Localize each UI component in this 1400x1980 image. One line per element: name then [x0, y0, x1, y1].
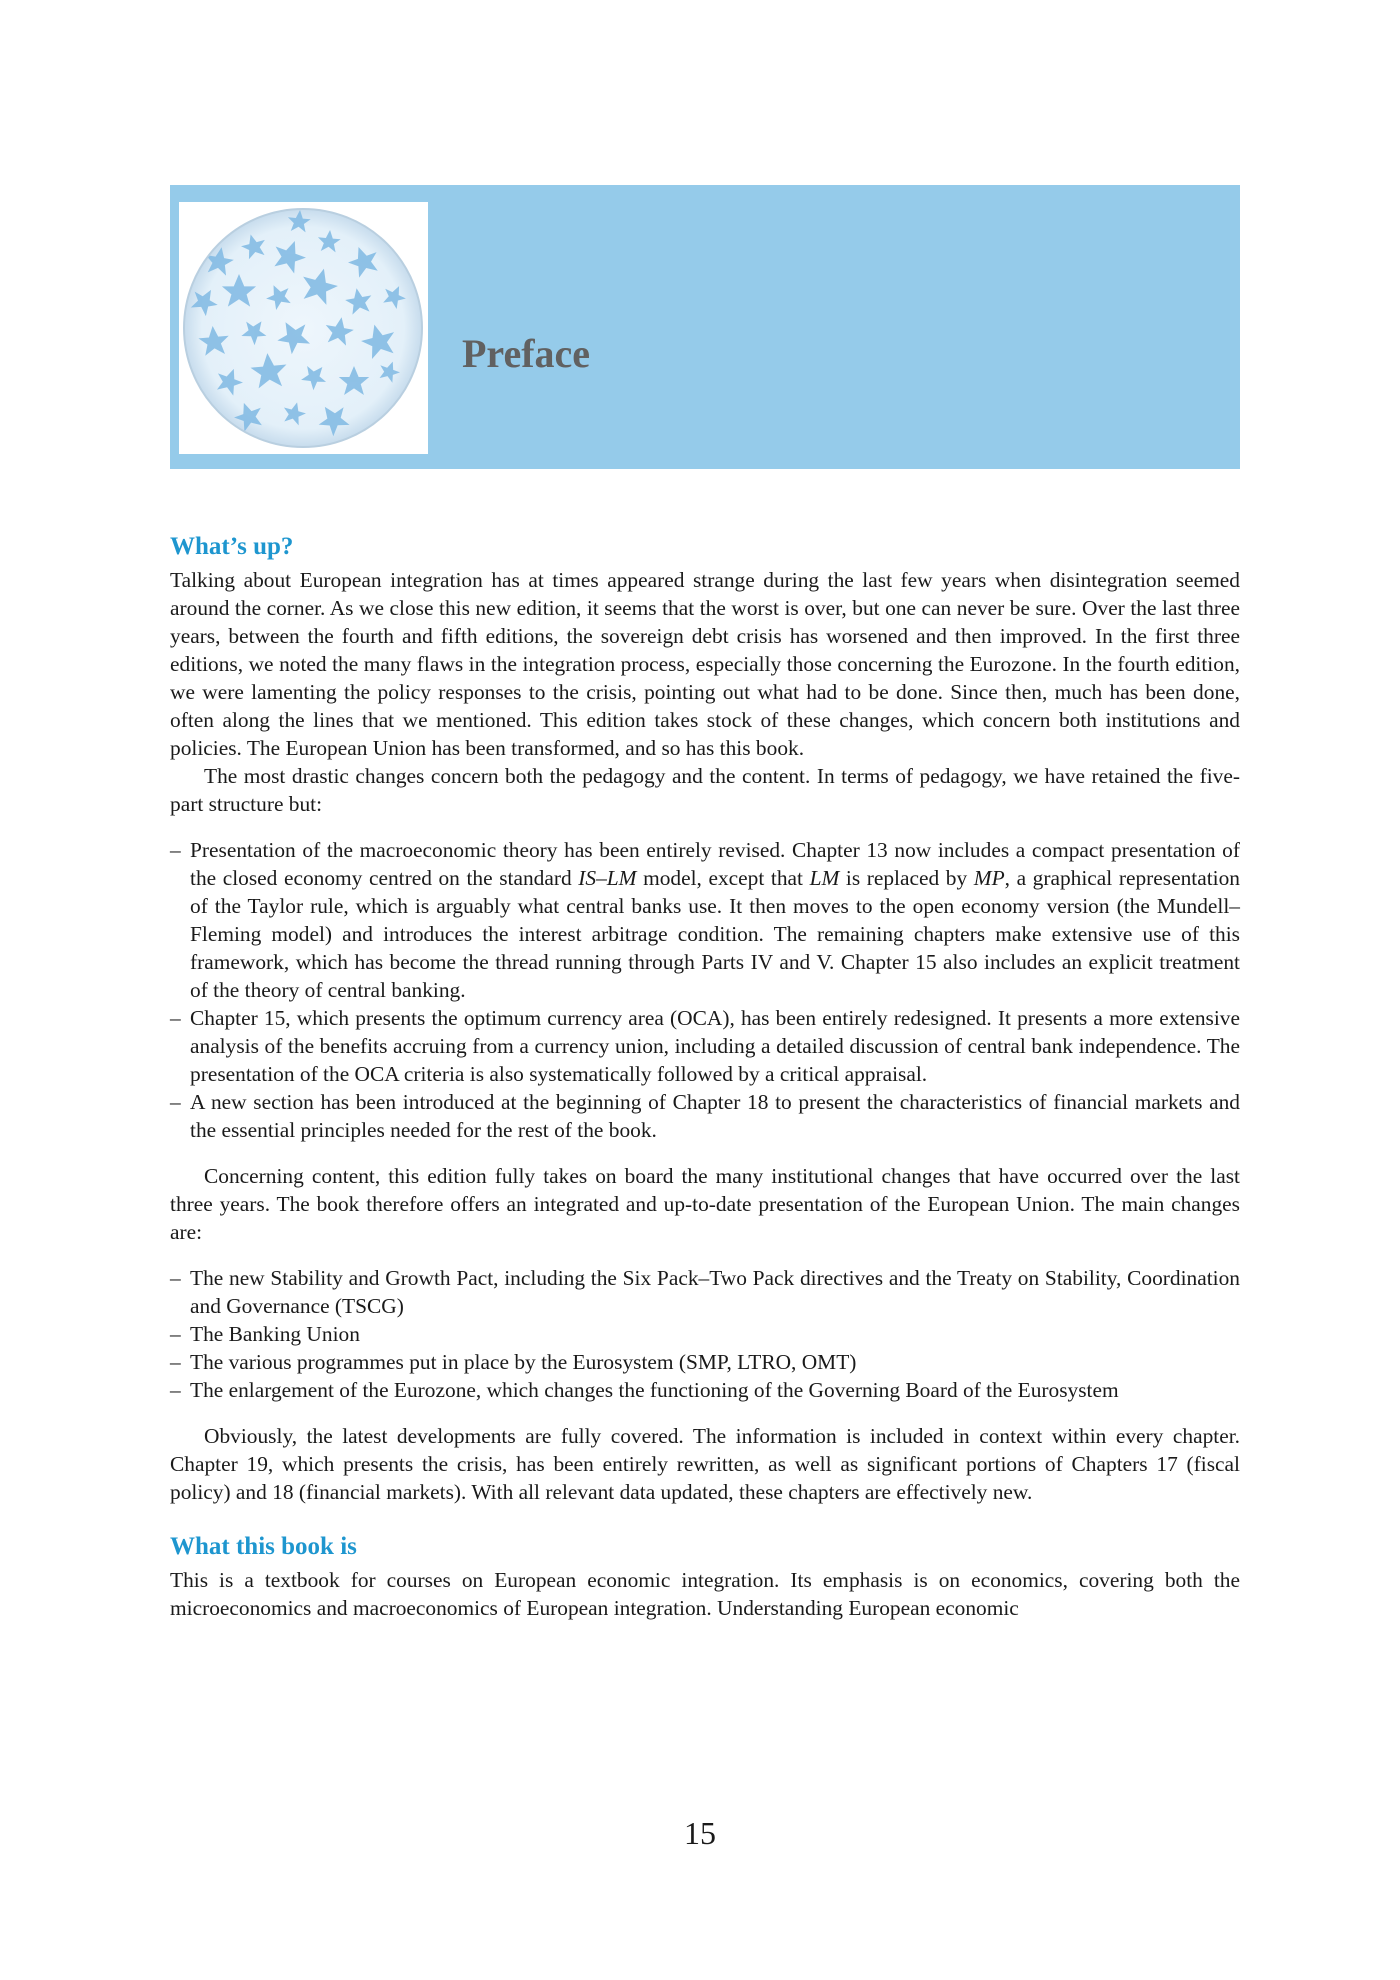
list-item: – A new section has been introduced at the beginning of Chapter 18 to present the characteristics of financial markets and the essential principles needed for the rest of the book. [170, 1088, 1240, 1144]
list-item: – The Banking Union [170, 1320, 1240, 1348]
stars-circle-icon [179, 202, 428, 454]
page-content [170, 530, 1240, 1622]
list-item: – Presentation of the macroeconomic theory has been entirely revised. Chapter 13 now includes a compact presentation of the closed economy centred on the standard IS–LM model, except that LM is replaced by MP, a graphical representation of the Taylor rule, which is arguably what central banks use. It then moves to the open economy version (the Mundell–Fleming model) and introduces the interest arbitrage condition. The remaining chapters make extensive use of this framework, which has become the thread running through Parts IV and V. Chapter 15 also includes an explicit treatment of the theory of central banking. [170, 836, 1240, 1004]
paragraph: Talking about European integration has at times appeared strange during the last few years when disintegration seemed around the corner. As we close this new edition, it seems that the worst is over, but one can never be sure. Over the last three years, between the fourth and fifth editions, the sovereign debt crisis has worsened and then improved. In the first three editions, we noted the many flaws in the integration process, especially those concerning the Eurozone. In the fourth edition, we were lamenting the policy responses to the crisis, pointing out what had to be done. Since then, much has been done, often along the lines that we mentioned. This edition takes stock of these changes, which concern both institutions and policies. The European Union has been transformed, and so has this book. [170, 568, 1240, 760]
paragraph: The most drastic changes concern both the pedagogy and the content. In terms of pedagogy, we have retained the five-part structure but: [170, 764, 1240, 816]
banner-image [179, 202, 428, 454]
list-item: – The various programmes put in place by the Eurosystem (SMP, LTRO, OMT) [170, 1348, 1240, 1376]
section-heading-what-this-book-is: What this book is [170, 1533, 357, 1560]
content-changes-list [170, 1264, 1240, 1404]
page-number: 15 [684, 1815, 716, 1851]
chapter-banner [170, 185, 1240, 469]
pedagogy-changes-list [170, 836, 1240, 1144]
paragraph: Concerning content, this edition fully takes on board the many institutional changes that have occurred over the last three years. The book therefore offers an integrated and up-to-date presentation of the European Union. The main changes are: [170, 1164, 1240, 1244]
chapter-title: Preface [462, 331, 591, 376]
paragraph: This is a textbook for courses on European economic integration. Its emphasis is on economics, covering both the microeconomics and macroeconomics of European integration. Understanding European economic [170, 1568, 1240, 1620]
list-item: – The enlargement of the Eurozone, which changes the functioning of the Governing Board of the Eurosystem [170, 1376, 1240, 1404]
list-item: – Chapter 15, which presents the optimum currency area (OCA), has been entirely redesigned. It presents a more extensive analysis of the benefits accruing from a currency union, including a detailed discussion of central bank independence. The presentation of the OCA criteria is also systematically followed by a critical appraisal. [170, 1004, 1240, 1088]
list-item: – The new Stability and Growth Pact, including the Six Pack–Two Pack directives and the Treaty on Stability, Coordination and Governance (TSCG) [170, 1264, 1240, 1320]
paragraph: Obviously, the latest developments are fully covered. The information is included in context within every chapter. Chapter 19, which presents the crisis, has been entirely rewritten, as well as significant portions of Chapters 17 (fiscal policy) and 18 (financial markets). With all relevant data updated, these chapters are effectively new. [170, 1424, 1240, 1504]
section-heading-whats-up: What’s up? [170, 533, 294, 560]
